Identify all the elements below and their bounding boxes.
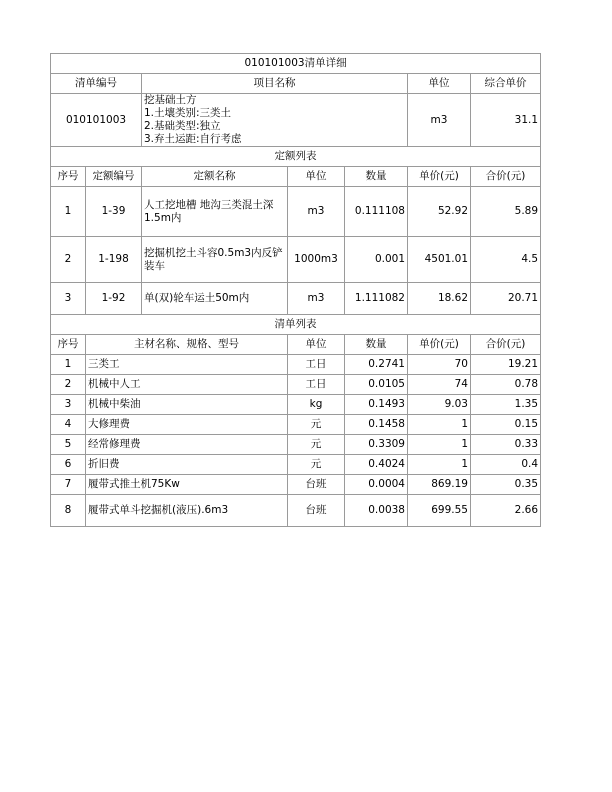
material-total: 0.78 [471,375,541,395]
material-row [51,375,541,395]
bill-item-name [142,94,408,147]
bill-header-row [51,74,541,94]
material-name: 履带式单斗挖掘机(液压).6m3 [86,495,288,527]
material-row [51,455,541,475]
material-price: 1 [408,435,471,455]
header-item-name: 项目名称 [142,74,408,94]
material-idx: 5 [51,435,86,455]
quota-qty: 0.111108 [345,187,408,237]
quota-header-total: 合价(元) [471,167,541,187]
quota-section-row [51,147,541,167]
header-unit-price: 综合单价 [471,74,541,94]
title-row [51,54,541,74]
quota-qty: 1.111082 [345,283,408,315]
quota-idx: 1 [51,187,86,237]
material-idx: 7 [51,475,86,495]
quota-header-code: 定额编号 [86,167,142,187]
quota-price: 4501.01 [408,237,471,283]
material-row [51,415,541,435]
quota-idx: 2 [51,237,86,283]
material-idx: 8 [51,495,86,527]
material-unit: kg [288,395,345,415]
bill-price: 31.1 [471,94,541,147]
material-section-title: 清单列表 [51,315,541,335]
material-idx: 4 [51,415,86,435]
material-name: 大修理费 [86,415,288,435]
quota-row [51,237,541,283]
material-qty: 0.4024 [345,455,408,475]
material-total: 0.4 [471,455,541,475]
material-qty: 0.3309 [345,435,408,455]
quota-section-title: 定额列表 [51,147,541,167]
quota-header-name: 定额名称 [142,167,288,187]
material-price: 1 [408,415,471,435]
quota-code: 1-198 [86,237,142,283]
quota-header-row [51,167,541,187]
material-idx: 1 [51,355,86,375]
material-total: 0.33 [471,435,541,455]
quota-header-price: 单价(元) [408,167,471,187]
material-price: 70 [408,355,471,375]
material-idx: 3 [51,395,86,415]
material-header-qty: 数量 [345,335,408,355]
material-total: 0.35 [471,475,541,495]
quota-name: 人工挖地槽 地沟三类混土深1.5m内 [142,187,288,237]
material-row [51,435,541,455]
bill-row [51,94,541,147]
material-header-idx: 序号 [51,335,86,355]
material-header-total: 合价(元) [471,335,541,355]
quota-name: 挖掘机挖土斗容0.5m3内反铲装车 [142,237,288,283]
material-qty: 0.0105 [345,375,408,395]
material-name: 折旧费 [86,455,288,475]
material-unit: 工日 [288,355,345,375]
material-total: 19.21 [471,355,541,375]
material-price: 74 [408,375,471,395]
material-qty: 0.2741 [345,355,408,375]
quota-price: 52.92 [408,187,471,237]
table-title: 010101003清单详细 [51,54,541,74]
material-name: 机械中人工 [86,375,288,395]
quota-price: 18.62 [408,283,471,315]
material-idx: 6 [51,455,86,475]
quota-idx: 3 [51,283,86,315]
quota-total: 20.71 [471,283,541,315]
bill-name-line: 挖基础土方 [144,94,197,106]
bill-name-line: 1.土壤类别:三类土 [144,107,232,119]
material-header-row [51,335,541,355]
material-row [51,355,541,375]
material-row [51,475,541,495]
quota-total: 5.89 [471,187,541,237]
material-header-unit: 单位 [288,335,345,355]
material-qty: 0.1458 [345,415,408,435]
material-qty: 0.0038 [345,495,408,527]
material-section-row [51,315,541,335]
material-unit: 元 [288,435,345,455]
material-unit: 工日 [288,375,345,395]
material-row [51,495,541,527]
quota-name: 单(双)轮车运土50m内 [142,283,288,315]
material-unit: 台班 [288,495,345,527]
bill-code: 010101003 [51,94,142,147]
material-unit: 台班 [288,475,345,495]
material-unit: 元 [288,455,345,475]
material-qty: 0.0004 [345,475,408,495]
material-name: 履带式推土机75Kw [86,475,288,495]
quota-code: 1-92 [86,283,142,315]
bill-unit: m3 [408,94,471,147]
material-row [51,395,541,415]
material-name: 经常修理费 [86,435,288,455]
material-total: 2.66 [471,495,541,527]
material-qty: 0.1493 [345,395,408,415]
material-total: 0.15 [471,415,541,435]
bill-detail-table [50,53,541,527]
quota-header-unit: 单位 [288,167,345,187]
header-bill-code: 清单编号 [51,74,142,94]
material-name: 三类工 [86,355,288,375]
quota-unit: m3 [288,187,345,237]
quota-qty: 0.001 [345,237,408,283]
material-idx: 2 [51,375,86,395]
quota-header-qty: 数量 [345,167,408,187]
material-price: 9.03 [408,395,471,415]
material-price: 869.19 [408,475,471,495]
quota-row [51,187,541,237]
material-price: 1 [408,455,471,475]
bill-name-line: 2.基础类型:独立 [144,120,221,132]
material-total: 1.35 [471,395,541,415]
quota-unit: m3 [288,283,345,315]
material-name: 机械中柴油 [86,395,288,415]
header-unit: 单位 [408,74,471,94]
quota-total: 4.5 [471,237,541,283]
quota-row [51,283,541,315]
material-unit: 元 [288,415,345,435]
material-price: 699.55 [408,495,471,527]
bill-name-line: 3.弃土运距:自行考虑 [144,133,242,145]
quota-header-idx: 序号 [51,167,86,187]
material-header-name: 主材名称、规格、型号 [86,335,288,355]
quota-code: 1-39 [86,187,142,237]
material-header-price: 单价(元) [408,335,471,355]
quota-unit: 1000m3 [288,237,345,283]
